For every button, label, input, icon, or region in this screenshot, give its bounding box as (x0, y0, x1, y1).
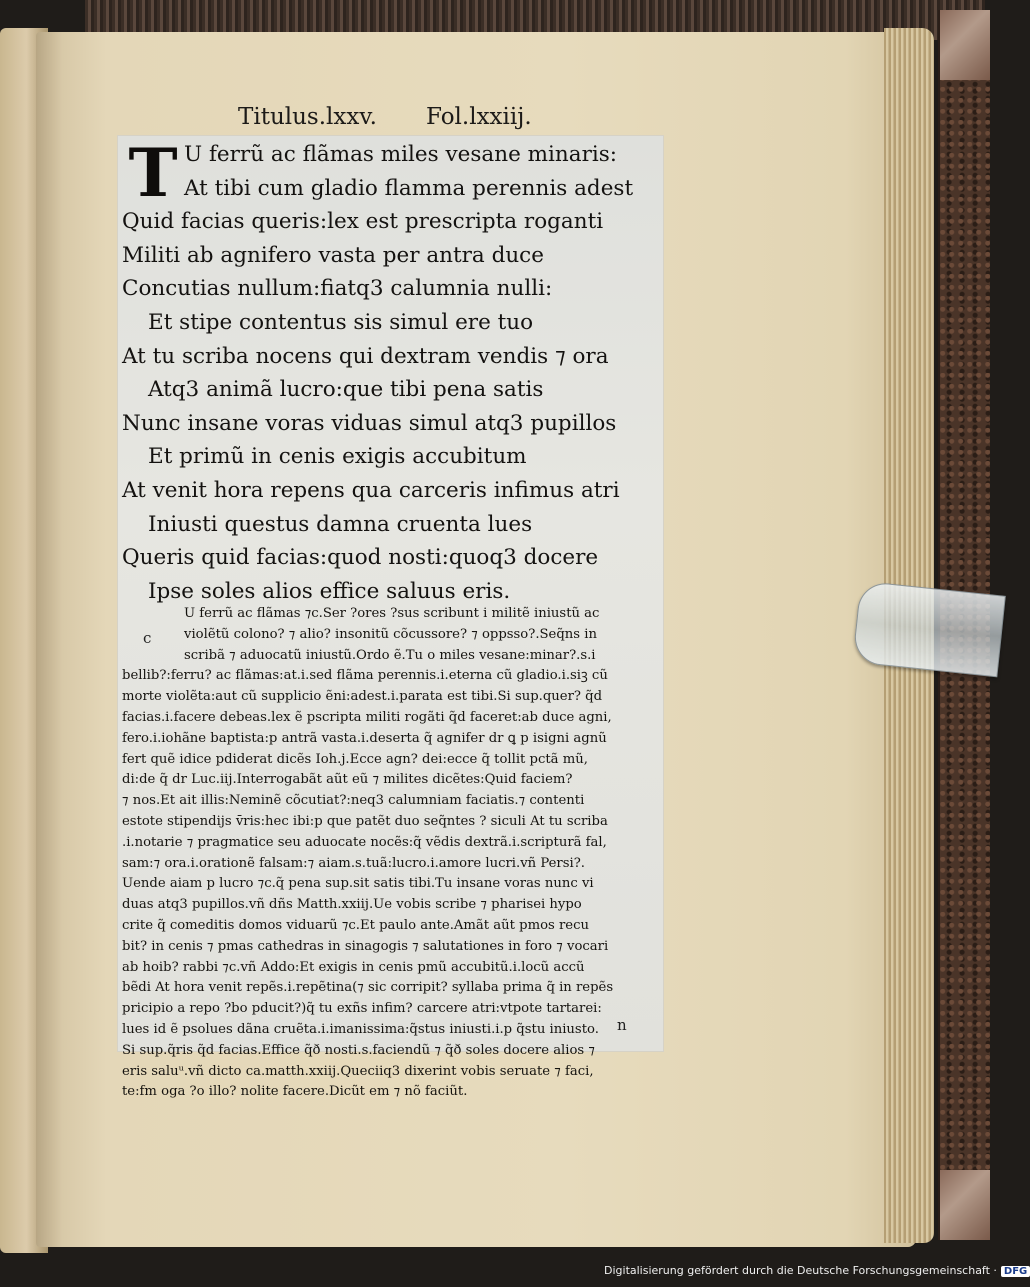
commentary-line: estote stipendijs v̄ris:hec ibi:p que patẽt duo seq̃ntes ? siculi At tu scriba (122, 813, 608, 829)
commentary-line: bẽdi At hora venit repẽs.i.repẽtina(⁊ sic corripit? syllaba prima q̃ in repẽs (122, 980, 614, 996)
verse-line: Quid facias queris:lex est prescripta roganti (122, 209, 604, 235)
verse-line: Concutias nullum:fiatq3 calumnia nulli: (122, 276, 553, 302)
dfg-logo: DFG (1001, 1266, 1030, 1277)
glass-page-weight (852, 581, 1006, 678)
commentary-line: eris saluᵘ.vñ dicto ca.matth.xxiij.Queciiq3 dixerint vobis seruate ⁊ faci, (122, 1063, 594, 1079)
verse-line: Militi ab agnifero vasta per antra duce (122, 242, 544, 268)
commentary-line: fert quẽ idice pdiderat dicẽs Ioh.j.Ecce agn? dei:ecce q̃ tollit pctã mũ, (122, 751, 588, 767)
verse-line: Et primũ in cenis exigis accubitum (148, 444, 527, 470)
commentary-line: di:de q̃ dr Luc.iij.Interrogabãt aũt eũ ⁊ milites dicẽtes:Quid faciem? (122, 772, 573, 788)
verse-line: Ipse soles alios effice saluus eris. (148, 578, 511, 604)
footer-text: Digitalisierung gefördert durch die Deutsche Forschungsgemeinschaft · (604, 1264, 997, 1277)
header-folio: Fol.lxxiij. (426, 104, 532, 130)
cover-corner-bottom (940, 1170, 990, 1240)
commentary-line: pricipio a repo ?bo pducit?)q̃ tu exñs infim? carcere atri:vtpote tartarei: (122, 1001, 602, 1017)
drop-capital: T (128, 134, 178, 212)
verse-line: At tibi cum gladio flamma perennis adest (184, 175, 634, 201)
commentary-block (122, 604, 670, 1103)
commentary-line: Uende aiam p lucro ⁊c.q̃ pena sup.sit satis tibi.Tu insane voras nunc vi (122, 876, 594, 892)
commentary-line: lues id ẽ psolues dãna cruẽta.i.imanissima:q̃stus iniusti.i.p q̃stu iniusto. (122, 1021, 599, 1037)
cover-corner-top (940, 10, 990, 80)
header-title: Titulus.lxxv. (238, 104, 377, 130)
commentary-line: fero.i.iohãne baptista:p antrã vasta.i.deserta q̃ agnifer dr ꝗ p isigni agnũ (122, 730, 607, 746)
commentary-line: Si sup.q̃ris q̃d facias.Effice q̃ð nosti.s.faciendũ ⁊ q̃ð soles docere alios ⁊ (122, 1042, 595, 1058)
commentary-line: facias.i.facere debeas.lex ẽ pscripta militi rogãti q̃d faceret:ab duce agni, (122, 709, 612, 725)
commentary-line: duas atq3 pupillos.vñ dñs Matth.xxiij.Ue vobis scribe ⁊ pharisei hypo (122, 897, 582, 913)
running-header (238, 104, 538, 140)
commentary-line: bit? in cenis ⁊ pmas cathedras in sinagogis ⁊ salutationes in foro ⁊ vocari (122, 938, 609, 954)
commentary-line: violẽtũ colono? ⁊ alio? insonitũ cõcussore? ⁊ oppsso?.Seq̃ns in (184, 626, 597, 642)
verse-line: At tu scriba nocens qui dextram vendis ⁊ ora (122, 343, 609, 369)
commentary-line: scribã ⁊ aduocatũ iniustũ.Ordo ẽ.Tu o miles vesane:minar?.s.i (184, 647, 596, 663)
commentary-line: morte violẽta:aut cũ supplicio ẽni:adest.i.parata est tibi.Si sup.quer? q̃d (122, 689, 603, 705)
commentary-line: bellib?:ferru? ac flãmas:at.i.sed flãma perennis.i.eterna cũ gladio.i.siꝫ cũ (122, 668, 608, 684)
digitization-footer (604, 1264, 1030, 1284)
margin-letter: c (143, 629, 152, 647)
commentary-line: te:fm oga ?o illo? nolite facere.Dicũt em ⁊ nõ faciũt. (122, 1084, 468, 1100)
commentary-line: .i.notarie ⁊ pragmatice seu aduocate nocẽs:q̃ vẽdis dextrã.i.scripturã fal, (122, 834, 607, 850)
commentary-line: U ferrũ ac flãmas ⁊c.Ser ?ores ?sus scribunt i militẽ iniustũ ac (184, 606, 600, 621)
verse-line: U ferrũ ac flãmas miles vesane minaris: (184, 142, 618, 167)
verse-line: Et stipe contentus sis simul ere tuo (148, 309, 534, 335)
verse-line: Atq3 animã lucro:que tibi pena satis (148, 377, 544, 403)
commentary-line: ab hoib? rabbi ⁊c.vñ Addo:Et exigis in cenis pmũ accubitũ.i.locũ accũ (122, 959, 585, 975)
verse-line: Nunc insane voras viduas simul atq3 pupillos (122, 410, 617, 436)
verse-line: Iniusti questus damna cruenta lues (148, 511, 533, 537)
commentary-line: ⁊ nos.Et ait illis:Neminẽ cõcutiat?:neq3 calumniam faciatis.⁊ contenti (122, 793, 585, 809)
commentary-line: crite q̃ comeditis domos viduarũ ⁊c.Et paulo ante.Amãt aũt pmos recu (122, 917, 589, 933)
verse-block (122, 134, 642, 608)
signature-mark: n (617, 1016, 627, 1034)
commentary-line: sam:⁊ ora.i.orationẽ falsam:⁊ aiam.s.tuã:lucro.i.amore lucri.vñ Persi?. (122, 855, 585, 871)
verse-line: At venit hora repens qua carceris infimus atri (122, 477, 620, 503)
verse-line: Queris quid facias:quod nosti:quoq3 docere (122, 545, 599, 571)
